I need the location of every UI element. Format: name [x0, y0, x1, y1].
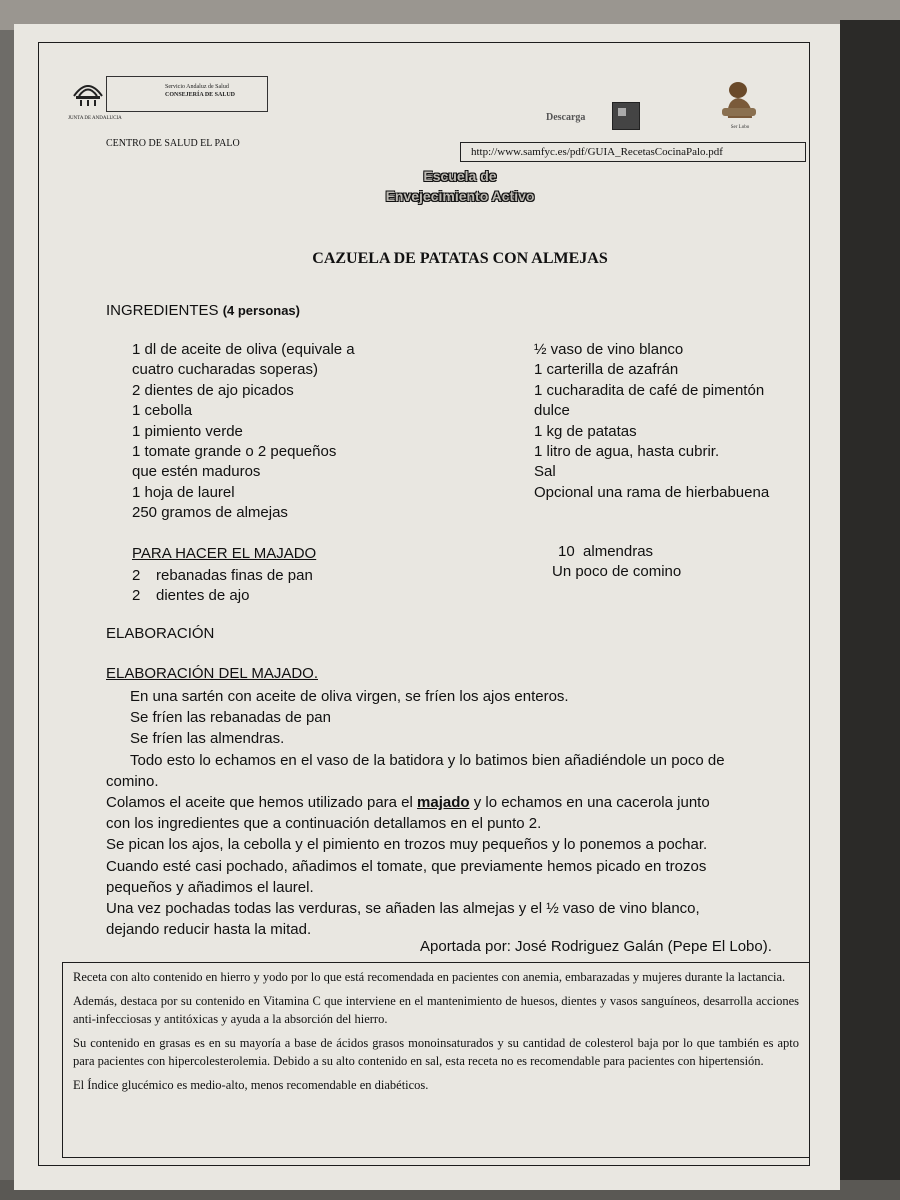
step-line: Se fríen las rebanadas de pan — [130, 709, 331, 727]
ingredient-item: dulce — [534, 402, 570, 420]
junta-emblem-icon — [70, 74, 106, 114]
escuela-line2: Envejecimiento Activo — [385, 188, 535, 204]
step-line: Cuando esté casi pochado, añadimos el tomate, que previamente hemos picado en trozos — [106, 857, 707, 875]
majado-item: Un poco de comino — [552, 563, 682, 580]
step-line — [106, 792, 806, 813]
ingredient-item: 250 gramos de almejas — [132, 504, 288, 522]
ingredient-item: 1 tomate grande o 2 pequeños — [132, 443, 337, 461]
ingredient-item: 1 carterilla de azafrán — [534, 361, 679, 379]
ingredient-item: 1 kg de patatas — [534, 422, 637, 440]
majado-item — [132, 566, 313, 586]
ingredients-serving: (4 personas) — [222, 303, 300, 318]
health-center-name: CENTRO DE SALUD EL PALO — [106, 138, 240, 149]
sas-logo-box — [106, 76, 268, 112]
step-line: En una sartén con aceite de oliva virgen, se fríen los ajos enteros. — [130, 688, 569, 705]
majado-text: dientes de ajo — [156, 587, 250, 604]
ingredients-title: INGREDIENTES — [106, 302, 219, 319]
ingredients-heading — [106, 302, 300, 319]
elaboracion-heading: ELABORACIÓN — [106, 625, 215, 642]
ingredients-right-column — [534, 340, 824, 503]
ingredient-item: cuatro cucharadas soperas) — [132, 361, 318, 379]
descarga-label: Descarga — [546, 112, 586, 123]
majado-item: 10 almendras — [558, 543, 654, 560]
qr-code-icon — [612, 102, 640, 130]
ingredient-item: 1 cebolla — [132, 402, 193, 420]
ingredient-item: 1 hoja de laurel — [132, 483, 235, 501]
monitor-right-edge — [840, 20, 900, 1200]
svg-text:Ser Lobo: Ser Lobo — [730, 125, 750, 130]
step-text: y lo echamos en una cacerola junto — [469, 794, 710, 812]
step-line: pequeños y añadimos el laurel. — [106, 878, 314, 896]
ingredient-item: ½ vaso de vino blanco — [534, 341, 684, 358]
step-line: Se fríen las almendras. — [130, 730, 285, 748]
majado-left-list — [132, 566, 313, 606]
step-line: comino. — [106, 772, 159, 790]
logo-line1: Servicio Andaluz de Salud — [165, 84, 229, 90]
ingredients-left-column — [132, 340, 432, 524]
download-url[interactable]: http://www.samfyc.es/pdf/GUIA_RecetasCocinaPalo.pdf — [460, 142, 806, 162]
nutrition-info-box — [62, 962, 810, 1158]
majado-heading: PARA HACER EL MAJADO — [132, 545, 317, 562]
ingredient-item: 1 cucharadita de café de pimentón — [534, 381, 765, 399]
nutrition-paragraph: Receta con alto contenido en hierro y yodo por lo que está recomendada en pacientes con anemia, embarazadas y mujeres durante la lactancia. — [73, 970, 786, 984]
junta-logo — [66, 72, 276, 132]
elaboracion-steps — [106, 686, 806, 940]
recipe-title: CAZUELA DE PATATAS CON ALMEJAS — [312, 250, 608, 267]
ingredient-item: 2 dientes de ajo picados — [132, 381, 294, 399]
nutrition-paragraph: Su contenido en grasas es en su mayoría a base de ácidos grasos monoinsaturados y su cantidad de colesterol baja por lo que también es apto para pacientes con hipercolesterolemia. Debido a su alto contenido en sal, esta receta no es recomendable para pacientes con hipertensión. — [73, 1036, 799, 1068]
majado-qty: 2 — [132, 587, 141, 604]
majado-link: majado — [417, 794, 470, 812]
step-line: Una vez pochadas todas las verduras, se añaden las almejas y el ½ vaso de vino blanco, — [106, 900, 700, 918]
majado-text: rebanadas finas de pan — [156, 567, 313, 584]
elaboracion-majado-heading: ELABORACIÓN DEL MAJADO. — [106, 665, 318, 682]
step-line: Se pican los ajos, la cebolla y el pimiento en trozos muy pequeños y lo ponemos a pochar. — [106, 836, 708, 854]
ingredient-item: Opcional una rama de hierbabuena — [534, 483, 770, 501]
majado-item — [132, 586, 313, 606]
logo-caption: JUNTA DE ANDALUCIA — [68, 116, 122, 121]
step-text: Colamos el aceite que hemos utilizado para el — [106, 794, 418, 812]
nutrition-paragraph: Además, destaca por su contenido en Vitamina C que interviene en el mantenimiento de huesos, dientes y vasos sanguíneos, desarrolla acciones anti-infecciosas y antitóxicas y ayuda a la absorción del hierro. — [73, 994, 799, 1026]
step-line: dejando reducir hasta la mitad. — [106, 921, 312, 939]
ingredient-item: que estén maduros — [132, 463, 261, 481]
majado-qty: 2 — [132, 567, 141, 584]
ingredient-item: 1 dl de aceite de oliva (equivale a — [132, 341, 355, 358]
majado-right-list — [552, 542, 681, 582]
ingredient-item: 1 litro de agua, hasta cubrir. — [534, 443, 720, 461]
nutrition-paragraph: El Índice glucémico es medio-alto, menos recomendable en diabéticos. — [73, 1078, 429, 1093]
step-line: con los ingredientes que a continuación detallamos en el punto 2. — [106, 815, 542, 833]
escuela-line1: Escuela de — [423, 168, 497, 184]
logo-line2: CONSEJERÍA DE SALUD — [165, 92, 236, 98]
ingredient-item: Sal — [534, 463, 556, 481]
wolf-mascot-icon — [718, 78, 762, 132]
escuela-title — [300, 166, 620, 206]
recipe-author: Aportada por: José Rodriguez Galán (Pepe El Lobo). — [420, 938, 772, 955]
step-line: Todo esto lo echamos en el vaso de la batidora y lo batimos bien añadiéndole un poco de — [130, 751, 725, 769]
ingredient-item: 1 pimiento verde — [132, 422, 243, 440]
